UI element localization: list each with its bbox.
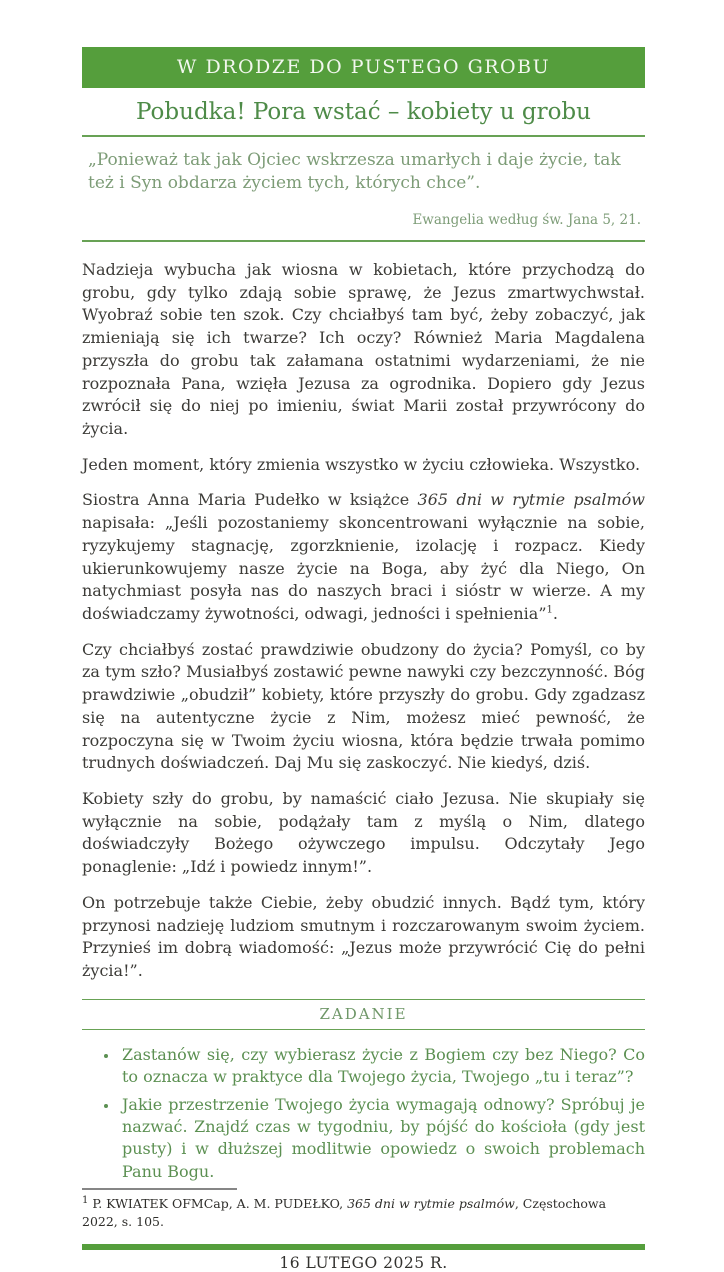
footnote-separator xyxy=(82,1188,237,1190)
body-paragraph-1: Nadzieja wybucha jak wiosna w kobietach, które przychodzą do grobu, gdy tylko zdają sobie sprawę, że Jezus zmartwychwstał. Wyobraź sobie ten szok. Czy chciałbyś tam być, żeby zobaczyć, jak zmieniają się ich twarze? Ich oczy? Również Maria Magdalena przyszła do grobu tak załamana ostatnimi wydarzeniami, że nie rozpoznała Pana, wzięła Jezusa za ogrodnika. Dopiero gdy Jezus zwrócił się do niej po imieniu, świat Marii został przywrócony do życia. xyxy=(82,259,645,438)
series-banner-text: W DRODZE DO PUSTEGO GROBU xyxy=(176,56,551,78)
scripture-quote: „Ponieważ tak jak Ojciec wskrzesza umarłych i daje życie, tak też i Syn obdarza życiem tych, których chce”. xyxy=(88,150,621,194)
task-list xyxy=(82,1044,645,1188)
page-footer xyxy=(82,1244,645,1272)
page-title: Pobudka! Pora wstać – kobiety u grobu xyxy=(136,99,591,125)
task-section-heading: ZADANIE xyxy=(82,999,645,1030)
task-list-item-2: • Jakie przestrzenie Twojego życia wymagają odnowy? Spróbuj je nazwać. Znajdź czas w tygodniu, by pójść do kościoła (gdy jest pusty) i w dłuższej modlitwie opowiedz o swoich problemach Panu Bogu. xyxy=(119,1094,645,1184)
paragraph-3-period: . xyxy=(552,603,558,623)
task-list-item-1: • Zastanów się, czy wybierasz życie z Bogiem czy bez Niego? Co to oznacza w praktyce dla Twojego życia, Twojego „tu i teraz”? xyxy=(119,1044,645,1089)
footnote-publication: , Częstochowa 2022, s. 105. xyxy=(82,1196,607,1229)
footnote-marker: 1 xyxy=(82,1194,89,1206)
body-paragraph-5: Kobiety szły do grobu, by namaścić ciało Jezusa. Nie skupiały się wyłącznie na sobie, podążały tam z myślą o Nim, dlatego doświadczyły Bożego ożywczego impulsu. Odczytały Jego ponaglenie: „Idź i powiedz innym!”. xyxy=(82,789,645,877)
scripture-quote-block xyxy=(82,135,645,242)
paragraph-3-text: Siostra Anna Maria Pudełko w książce xyxy=(82,490,418,510)
body-paragraph-3 xyxy=(82,489,645,625)
footnote-book-title: 365 dni w rytmie psalmów xyxy=(347,1196,515,1212)
series-banner xyxy=(82,47,645,88)
body-paragraph-4: Czy chciałbyś zostać prawdziwie obudzony do życia? Pomyśl, co by za tym szło? Musiałbyś zostawić pewne nawyki czy bezczynność. Bóg prawdziwie „obudził” kobiety, które przyszły do grobu. Gdy zgadzasz się na autentyczne życie z Nim, możesz mieć pewność, że rozpoczyna się w Twoim życiu wiosna, która będzie trwała pomimo trudnych doświadczeń. Daj Mu się zaskoczyć. Nie kiedyś, dziś. xyxy=(82,639,645,773)
footer-green-bar xyxy=(82,1244,645,1250)
body-paragraph-6: On potrzebuje także Ciebie, żeby obudzić innych. Bądź tym, który przynosi nadzieję ludziom smutnym i rozczarowanym swoim życiem. Przynieś im dobrą wiadomość: „Jezus może przywrócić Cię do pełni życia!”. xyxy=(82,892,645,981)
scripture-source: Ewangelia według św. Jana 5, 21. xyxy=(412,211,641,228)
body-paragraph-2: Jeden moment, który zmienia wszystko w życiu człowieka. Wszystko. xyxy=(82,454,641,474)
footnote-text xyxy=(82,1195,645,1230)
footnote-area xyxy=(82,1188,645,1230)
footnote-authors: P. KWIATEK OFMCap, A. M. PUDEŁKO, xyxy=(92,1196,348,1212)
book-title-italic: 365 dni w rytmie psalmów xyxy=(417,490,645,510)
footer-date: 16 LUTEGO 2025 R. xyxy=(279,1254,448,1272)
footnote-ref: 1 xyxy=(546,604,553,616)
paragraph-3-quote: napisała: „Jeśli pozostaniemy skoncentrowani wyłącznie na sobie, ryzykujemy stagnację, zgorzknienie, izolację i rozpacz. Kiedy ukierunkowujemy nasze życie na Boga, aby żyć dla Niego, On natychmiast posyła nas do naszych braci i sióstr w wierze. A my doświadczamy żywotności, odwagi, jedności i spełnienia” xyxy=(82,513,645,623)
